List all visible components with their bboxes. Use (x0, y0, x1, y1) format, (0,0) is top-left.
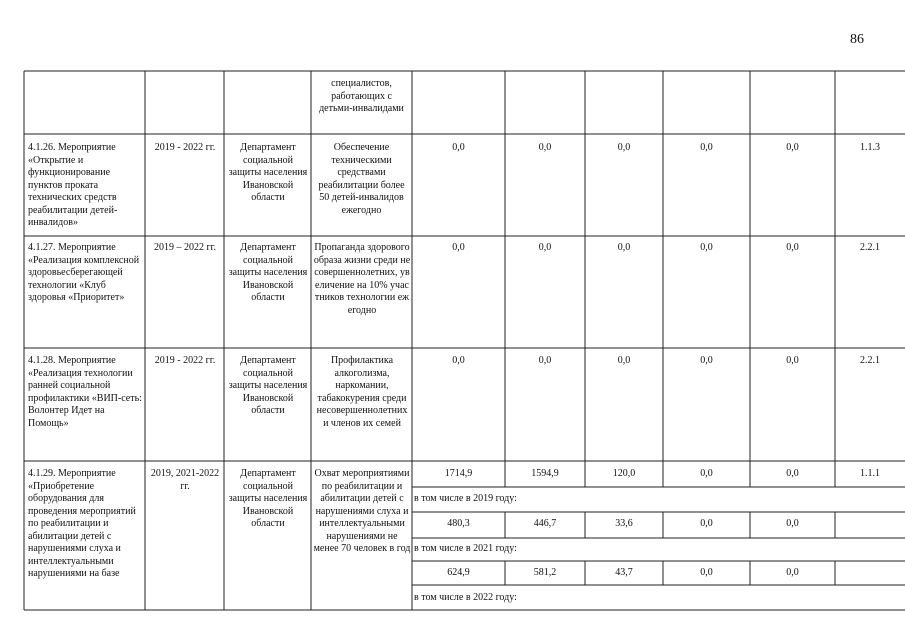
row-2-value-1: 0,0 (452, 242, 465, 253)
row-4-value-2: 1594,9 (531, 468, 559, 479)
row-4-executor: Департамент социальной защиты населения Ивановской области (228, 468, 308, 529)
row-2-value-5: 0,0 (786, 242, 799, 253)
row-3-value-1: 0,0 (452, 355, 465, 366)
row-3-code: 2.2.1 (860, 355, 880, 366)
row-1-period: 2019 - 2022 гг. (154, 142, 216, 153)
row-1-executor: Департамент социальной защиты населения Ивановской области (228, 142, 308, 203)
sub-2021-value-1: 624,9 (447, 567, 470, 578)
row-1-value-1: 0,0 (452, 142, 465, 153)
row-3-executor: Департамент социальной защиты населения Ивановской области (228, 355, 308, 416)
row-2-executor: Департамент социальной защиты населения Ивановской области (228, 242, 308, 303)
row-2-value-2: 0,0 (538, 242, 552, 253)
row-4-value-1: 1714,9 (444, 468, 473, 479)
row-4-value-5: 0,0 (786, 468, 799, 479)
row-3-value-2: 0,0 (538, 355, 552, 366)
row-3-value-3: 0,0 (617, 355, 631, 366)
row-1-result: Обеспечение техническими средствами реабилитации более 50 детей-инвалидов ежегодно (318, 142, 405, 216)
row-2-result: Пропаганда здорового образа жизни среди несовершеннолетних, увеличение на 10% участников технологии ежегодно (313, 242, 411, 316)
row-4-result: Охват мероприятиями по реабилитации и абилитации детей с нарушениями слуха и интеллектуальными нарушениями не менее 70 человек в год (313, 468, 411, 554)
row-3-name: 4.1.28. Мероприятие «Реализация технологии ранней социальной профилактики «ВИП-сеть: Волонтер Идет на Помощь» (28, 355, 142, 429)
sub-2021-label: в том числе в 2021 году: (414, 543, 517, 554)
row-3-value-4: 0,0 (700, 355, 713, 366)
row-2-name: 4.1.27. Мероприятие «Реализация комплексной здоровьесберегающей технологии «Клуб здоровья «Приоритет» (28, 242, 140, 303)
row-3-result: Профилактика алкоголизма, наркомании, табакокурения среди несовершеннолетних и членов их семей (316, 355, 408, 429)
row-1-value-3: 0,0 (617, 142, 631, 153)
sub-2019-value-1: 480,3 (447, 518, 470, 529)
sub-2019-value-4: 0,0 (700, 518, 713, 529)
sub-2019-value-2: 446,7 (533, 518, 557, 529)
row-3-period: 2019 - 2022 гг. (154, 355, 216, 366)
row-4-value-4: 0,0 (700, 468, 713, 479)
row-1-name: 4.1.26. Мероприятие «Открытие и функционирование пунктов проката технических средств реабилитации детей-инвалидов» (28, 142, 118, 228)
sub-2021-value-4: 0,0 (700, 567, 713, 578)
sub-2021-value-3: 43,7 (615, 567, 633, 578)
row-1-value-2: 0,0 (538, 142, 552, 153)
row-2-code: 2.2.1 (860, 242, 880, 253)
row-1-value-5: 0,0 (786, 142, 799, 153)
continuation-result-cell: специалистов, работающих с детьми-инвалидами (319, 78, 404, 114)
row-1-value-4: 0,0 (700, 142, 713, 153)
row-1-code: 1.1.3 (860, 142, 880, 153)
row-4-period: 2019, 2021-2022 гг. (150, 468, 220, 492)
sub-2021-value-5: 0,0 (786, 567, 799, 578)
row-2-value-3: 0,0 (617, 242, 631, 253)
page-number: 86 (850, 32, 864, 47)
row-2-period: 2019 – 2022 гг. (153, 242, 217, 253)
sub-2022-label: в том числе в 2022 году: (414, 592, 517, 603)
row-4-value-3: 120,0 (612, 468, 636, 479)
sub-2019-label: в том числе в 2019 году: (414, 493, 517, 504)
row-4-code: 1.1.1 (860, 468, 880, 479)
sub-2019-value-5: 0,0 (786, 518, 799, 529)
sub-2019-value-3: 33,6 (615, 518, 633, 529)
sub-2021-value-2: 581,2 (533, 567, 557, 578)
row-2-value-4: 0,0 (700, 242, 713, 253)
row-4-name: 4.1.29. Мероприятие «Приобретение оборудования для проведения мероприятий по реабилитации и абилитации детей с нарушениями слуха и интеллектуальными нарушениями на базе (28, 468, 136, 579)
row-3-value-5: 0,0 (786, 355, 799, 366)
